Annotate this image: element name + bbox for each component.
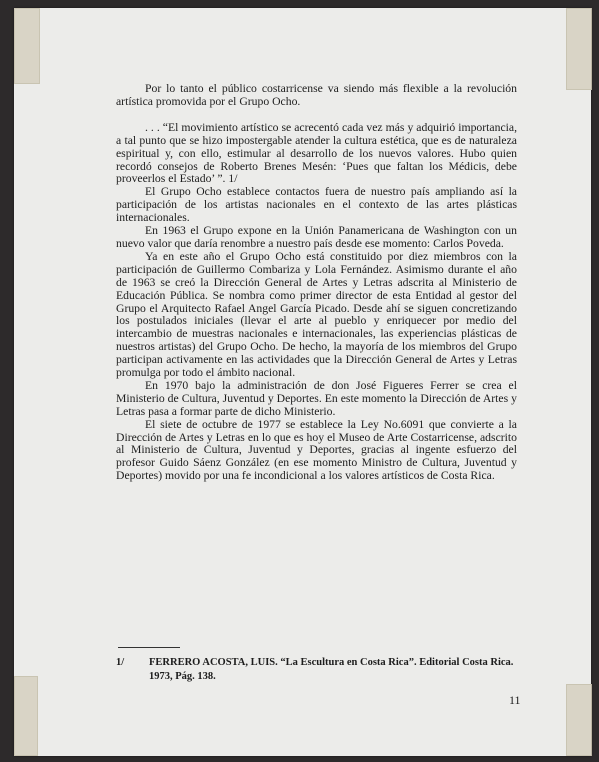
paragraph: El Grupo Ocho establece contactos fuera de nuestro país ampliando así la participación de los artistas nacionales en el contexto de las artes plásticas internacionales.	[116, 185, 517, 225]
tape-top-right	[566, 8, 592, 90]
footnote-divider	[118, 647, 180, 648]
paragraph: En 1963 el Grupo expone en la Unión Panamericana de Washington con un nuevo valor que daría renombre a nuestro país desde ese momento: Carlos Poveda.	[116, 224, 517, 250]
tape-bottom-left	[14, 676, 38, 756]
paragraph: El siete de octubre de 1977 se establece la Ley No.6091 que convierte a la Dirección de Artes y Letras en lo que es hoy el Museo de Arte Costarricense, adscrito al Ministerio de Cultura, Juventud y Deportes, gracias al ingente esfuerzo del profesor Guido Sáenz González (en ese momento Ministro de Cultura, Juventud y Deportes) movido por una fe incondicional a los valores artísticos de Costa Rica.	[116, 417, 517, 483]
tape-bottom-right	[566, 684, 592, 756]
page-number: 11	[509, 693, 521, 707]
tape-top-left	[14, 8, 40, 84]
footnote-number: 1/	[116, 657, 125, 668]
paragraph: Por lo tanto el público costarricense va siendo más flexible a la revolución artística promovida por el Grupo Ocho.	[116, 82, 517, 108]
paragraph: Ya en este año el Grupo Ocho está constituido por diez miembros con la participación de Guillermo Combariza y Lola Fernández. Asimismo durante el año de 1963 se creó la Dirección General de Artes y Letras adscrita al Ministerio de Educación Pública. Se nombra como primer director de esta Entidad al gestor del Grupo el Arquitecto Rafael Angel García Picado. Desde ahí se siguen concretizando los postulados iniciales (llevar el arte al pueblo y enriquecer por medio del intercambio de muestras nacionales e internacionales, las experiencias plásticas de nuestros artistas) del Grupo Ocho. De hecho, la mayoría de los miembros del Grupo participan activamente en las actividades que la Dirección General de Artes y Letras promulga por todo el ámbito nacional.	[116, 249, 517, 380]
block-quote: . . . “El movimiento artístico se acrecentó cada vez más y adquirió importancia, a tal punto que se hizo impostergable atender la cultura estética, que es de naturaleza espiritual y, con ello, estimular al desarrollo de los nuevos valores. Hubo quien recordó consejos de Roberto Brenes Mesén: ‘Pues que faltan los Médicis, debe proveerlos el Estado’ ”. 1/	[116, 120, 517, 186]
body-text	[116, 83, 517, 483]
paragraph: En 1970 bajo la administración de don José Figueres Ferrer se crea el Ministerio de Cultura, Juventud y Deportes. En este momento la Dirección de Artes y Letras pasa a formar parte de dicho Ministerio.	[116, 378, 517, 418]
footnote-text: FERRERO ACOSTA, LUIS. “La Escultura en Costa Rica”. Editorial Costa Rica. 1973, Pág. 138.	[149, 657, 514, 682]
